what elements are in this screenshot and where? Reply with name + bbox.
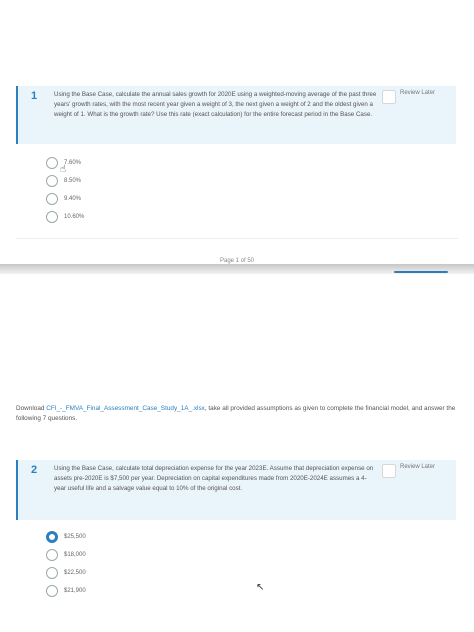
option-label: 7.60% [64, 160, 82, 166]
review-later-label: Review Later [400, 90, 436, 96]
radio-button[interactable] [46, 175, 58, 187]
option-label: 10.60% [64, 214, 85, 220]
radio-button-selected[interactable] [46, 531, 58, 543]
radio-button[interactable] [46, 549, 58, 561]
download-suffix: , take all provided assumptions as given to complete the financial model, and answer the following 7 questions. [16, 405, 456, 422]
option-label: $21,900 [64, 588, 86, 594]
radio-button[interactable] [46, 193, 58, 205]
review-later-checkbox[interactable] [382, 464, 396, 478]
answer-option[interactable] [46, 154, 456, 172]
download-link[interactable]: CFI_-_FMVA_Final_Assessment_Case_Study_1A_.xlsx [46, 405, 205, 412]
answer-options [16, 154, 456, 226]
review-later-toggle[interactable] [382, 460, 456, 478]
radio-button[interactable] [46, 567, 58, 579]
option-label: 9.40% [64, 196, 82, 202]
answer-option[interactable] [46, 190, 456, 208]
question-1-header [16, 86, 456, 144]
question-number: 2 [30, 464, 38, 476]
answer-option-selected[interactable] [46, 528, 456, 546]
hand-cursor-icon: ☝ [60, 164, 67, 175]
question-number: 1 [30, 90, 38, 102]
answer-options [16, 528, 456, 600]
review-later-toggle[interactable] [382, 86, 456, 104]
answer-option[interactable] [46, 564, 456, 582]
option-label: 8.50% [64, 178, 82, 184]
radio-button[interactable] [46, 585, 58, 597]
review-later-label: Review Later [400, 464, 436, 470]
question-2 [16, 460, 456, 600]
review-later-checkbox[interactable] [382, 90, 396, 104]
divider [16, 238, 458, 239]
option-label: $18,000 [64, 552, 86, 558]
question-1 [16, 86, 456, 226]
answer-option[interactable] [46, 208, 456, 226]
answer-option[interactable] [46, 582, 456, 600]
question-text: Using the Base Case, calculate total depreciation expense for the year 2023E. Assume that depreciation expense on assets pre-2020E is $7,500 per year. Depreciation on capital expenditures made from 2020E-2024E assumes a 4-year useful life and a salvage value equal to 10% of the original cost. [54, 465, 374, 492]
option-label: $22,500 [64, 570, 86, 576]
question-text: Using the Base Case, calculate the annual sales growth for 2020E using a weighted-moving average of the past three years' growth rates, with the most recent year given a weight of 3, the next given a weight of 2 and the oldest given a weight of 1. What is the growth rate? Use this rate (exact calculation) for the entire forecast period in the Base Case. [54, 91, 377, 118]
answer-option[interactable] [46, 172, 456, 190]
radio-button[interactable] [46, 211, 58, 223]
option-label: $25,500 [64, 534, 86, 540]
download-prefix: Download [16, 405, 47, 412]
page-indicator: Page 1 of 50 [219, 258, 255, 264]
answer-option[interactable] [46, 546, 456, 564]
arrow-cursor-icon: ↖ [256, 582, 265, 593]
download-instructions [16, 404, 468, 424]
progress-bar [394, 271, 448, 273]
radio-button[interactable] [46, 157, 58, 169]
question-2-header [16, 460, 456, 520]
